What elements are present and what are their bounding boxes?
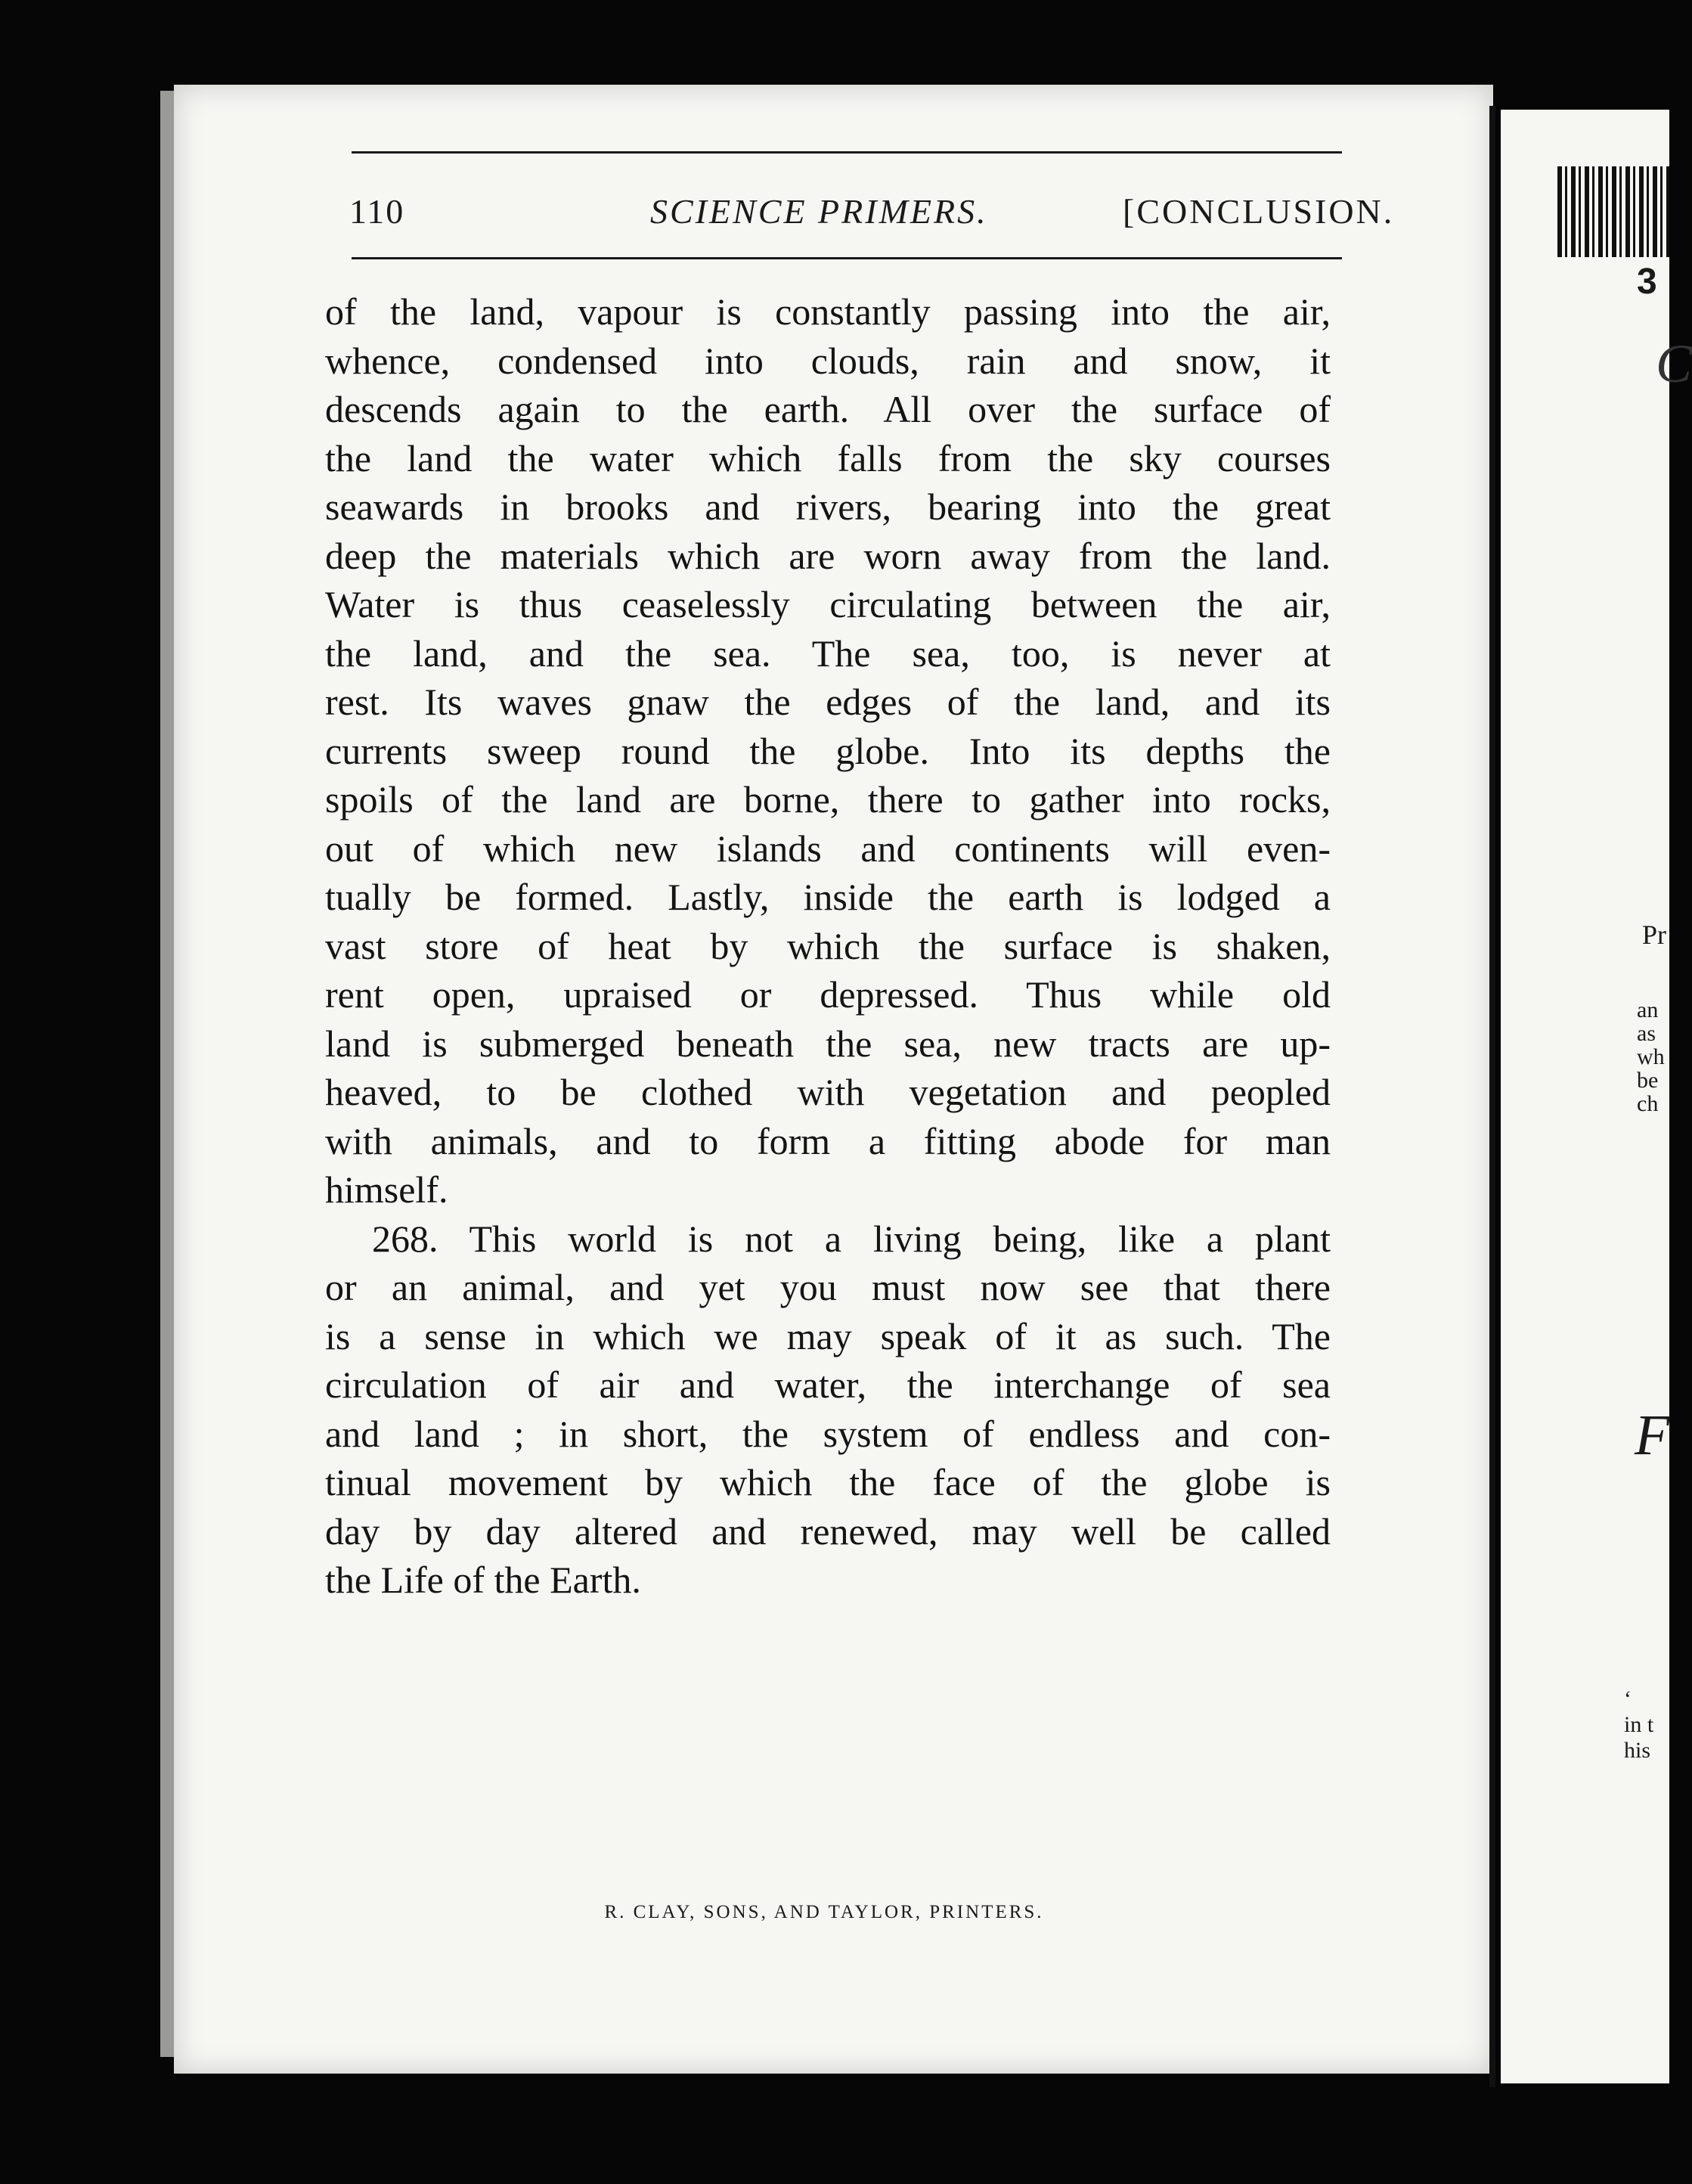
text-line: vast store of heat by which the surface is shaken, (325, 924, 1331, 967)
text-line: tinual movement by which the face of the globe is (325, 1461, 1331, 1503)
text-line: deep the materials which are worn away from the land. (325, 534, 1331, 577)
text-line: heaved, to be clothed with vegetation and peopled (325, 1071, 1331, 1113)
text-line: whence, condensed into clouds, rain and snow, it (325, 339, 1331, 382)
paragraph-start-line: 268. This world is not a living being, like a plant (372, 1217, 1331, 1260)
text-line: out of which new islands and continents will even- (325, 827, 1331, 870)
header-rule-top (352, 151, 1342, 154)
header-rule-bottom (352, 257, 1342, 259)
text-line: spoils of the land are borne, there to gather into rocks, (325, 778, 1331, 821)
text-line: descends again to the earth. All over the surface of (325, 388, 1331, 430)
right-page-bottom-fragments: ‘ in t his (1624, 1686, 1654, 1763)
barcode-icon (1557, 166, 1669, 257)
section-label: [CONCLUSION. (1123, 192, 1395, 231)
text-line: the land, and the sea. The sea, too, is never at (325, 631, 1331, 675)
text-line: or an animal, and yet you must now see that there (325, 1266, 1331, 1308)
text-line: currents sweep round the globe. Into its depths the (325, 729, 1331, 772)
text-line: circulation of air and water, the interchange of sea (325, 1363, 1331, 1406)
right-page-letter-f: F (1635, 1404, 1670, 1467)
text-line: seawards in brooks and rivers, bearing into the great (325, 486, 1331, 528)
text-line: and land ; in short, the system of endless and con- (325, 1412, 1331, 1455)
right-page-letter-c: C (1656, 333, 1692, 394)
page-number: 110 (349, 192, 405, 231)
text-line: of the land, vapour is constantly passing into the air, (325, 290, 1331, 333)
book-gutter (1489, 106, 1495, 2087)
text-line: is a sense in which we may speak of it as such. The (325, 1314, 1331, 1357)
text-line: land is submerged beneath the sea, new tracts are up- (325, 1022, 1331, 1065)
text-line: tually be formed. Lastly, inside the earth is lodged a (325, 876, 1331, 918)
text-line: day by day altered and renewed, may well be called (325, 1509, 1331, 1553)
text-line: the land the water which falls from the sky courses (325, 436, 1331, 479)
text-line: rest. Its waves gnaw the edges of the land, and its (325, 681, 1331, 723)
text-line: Water is thus ceaselessly circulating between the air, (325, 583, 1331, 625)
text-line: the Life of the Earth. (325, 1559, 641, 1601)
text-line: rent open, upraised or depressed. Thus while old (325, 973, 1331, 1016)
running-title: SCIENCE PRIMERS. (650, 192, 988, 231)
right-page-letter-p: Pr (1642, 920, 1667, 950)
text-line: with animals, and to form a fitting abode for man (325, 1119, 1331, 1162)
text-line: himself. (325, 1168, 448, 1211)
printer-imprint: R. CLAY, SONS, AND TAYLOR, PRINTERS. (604, 1902, 1044, 1922)
right-page-list-fragments: an as wh be ch (1637, 997, 1665, 1116)
right-page-number-fragment: 3 (1637, 262, 1657, 302)
body-text (325, 287, 1331, 1605)
